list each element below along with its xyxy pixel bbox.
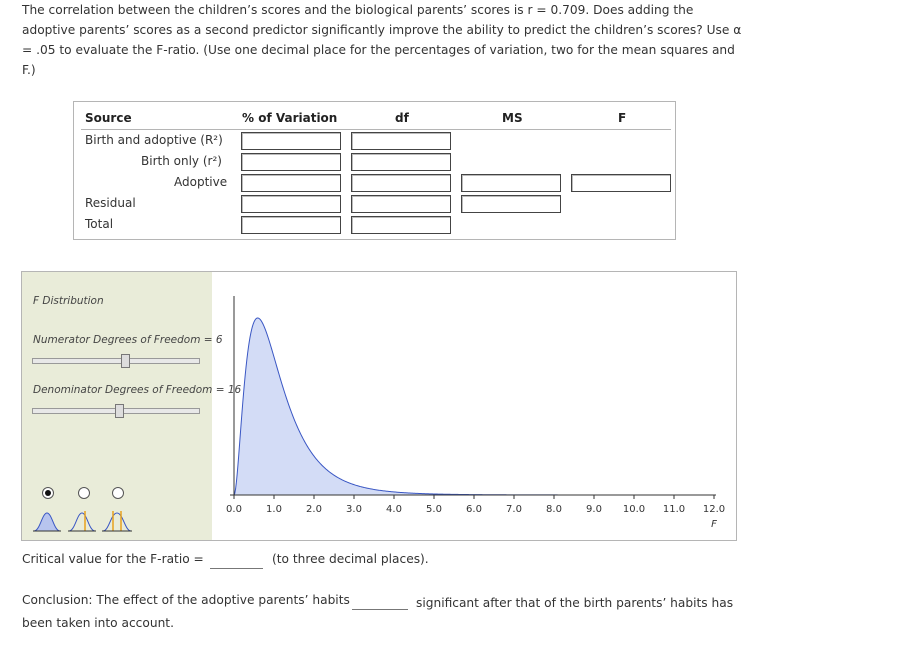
- distribution-curve-icon: [33, 509, 61, 533]
- conclusion-suffix: significant after that of the birth parents’ habits has been taken into account.: [22, 596, 734, 630]
- density-area: [234, 318, 714, 495]
- one-tail-curve-icon: [68, 509, 96, 533]
- header-percent-variation: % of Variation: [242, 111, 338, 125]
- question-text: The correlation between the children’s scores and the biological parents’ scores is r = 0.709. Does adding the adoptive parents’ scores as a second predictor significantly improve the ability to predict the children’s scores? Use α = .05 to evaluate the F-ratio. (Use one decimal place for the percentages of variation, two for the mean squares and F.): [22, 3, 742, 77]
- input-adoptive-df[interactable]: [351, 174, 451, 192]
- x-tick-label: 9.0: [586, 504, 602, 515]
- input-residual-df[interactable]: [351, 195, 451, 213]
- header-divider: [81, 129, 671, 130]
- f-distribution-chart: [212, 272, 736, 540]
- x-axis-label: F: [711, 519, 717, 530]
- numerator-df-slider[interactable]: [32, 358, 200, 364]
- x-tick-label: 10.0: [622, 504, 646, 515]
- row-label-birth-and-adoptive: Birth and adoptive (R²): [85, 133, 223, 147]
- critical-value-suffix: (to three decimal places).: [272, 552, 429, 566]
- input-residual-ms[interactable]: [461, 195, 561, 213]
- row-label-total: Total: [85, 217, 114, 231]
- x-tick-label: 0.0: [226, 504, 242, 515]
- header-f: F: [618, 111, 627, 125]
- radio-view-distribution[interactable]: [42, 487, 54, 499]
- header-ms: MS: [502, 111, 523, 125]
- numerator-df-label: Numerator Degrees of Freedom = 6: [33, 334, 223, 346]
- input-birth-only-percent[interactable]: [241, 153, 341, 171]
- input-adoptive-percent[interactable]: [241, 174, 341, 192]
- x-tick-label: 1.0: [266, 504, 282, 515]
- two-tail-curve-icon: [102, 509, 132, 533]
- input-residual-percent[interactable]: [241, 195, 341, 213]
- numerator-df-slider-thumb[interactable]: [121, 354, 130, 368]
- x-tick-label: 5.0: [426, 504, 442, 515]
- anova-table: [73, 101, 676, 240]
- denominator-df-slider[interactable]: [32, 408, 200, 414]
- input-total-percent[interactable]: [241, 216, 341, 234]
- denominator-df-slider-thumb[interactable]: [115, 404, 124, 418]
- denominator-df-label: Denominator Degrees of Freedom = 16: [33, 384, 242, 396]
- critical-value-row: [22, 552, 204, 566]
- header-source: Source: [85, 111, 132, 125]
- header-df: df: [395, 111, 409, 125]
- x-tick-label: 7.0: [506, 504, 522, 515]
- row-label-residual: Residual: [85, 196, 136, 210]
- input-birth-adoptive-df[interactable]: [351, 132, 451, 150]
- f-distribution-panel: [21, 271, 737, 541]
- input-adoptive-f[interactable]: [571, 174, 671, 192]
- panel-title: F Distribution: [33, 295, 104, 307]
- row-label-adoptive: Adoptive: [174, 175, 228, 189]
- x-tick-label: 8.0: [546, 504, 562, 515]
- x-tick-label: 4.0: [386, 504, 402, 515]
- input-birth-adoptive-percent[interactable]: [241, 132, 341, 150]
- radio-view-one-tail[interactable]: [78, 487, 90, 499]
- input-adoptive-ms[interactable]: [461, 174, 561, 192]
- x-tick-label: 2.0: [306, 504, 322, 515]
- x-tick-label: 12.0: [702, 504, 726, 515]
- row-label-birth-only: Birth only (r²): [141, 154, 222, 168]
- conclusion-prefix: Conclusion: The effect of the adoptive parents’ habits: [22, 593, 350, 607]
- critical-value-input[interactable]: [210, 568, 263, 569]
- x-tick-label: 6.0: [466, 504, 482, 515]
- input-total-df[interactable]: [351, 216, 451, 234]
- x-tick-label: 11.0: [662, 504, 686, 515]
- x-tick-label: 3.0: [346, 504, 362, 515]
- input-birth-only-df[interactable]: [351, 153, 451, 171]
- radio-view-two-tail[interactable]: [112, 487, 124, 499]
- critical-value-label: Critical value for the F-ratio =: [22, 552, 204, 566]
